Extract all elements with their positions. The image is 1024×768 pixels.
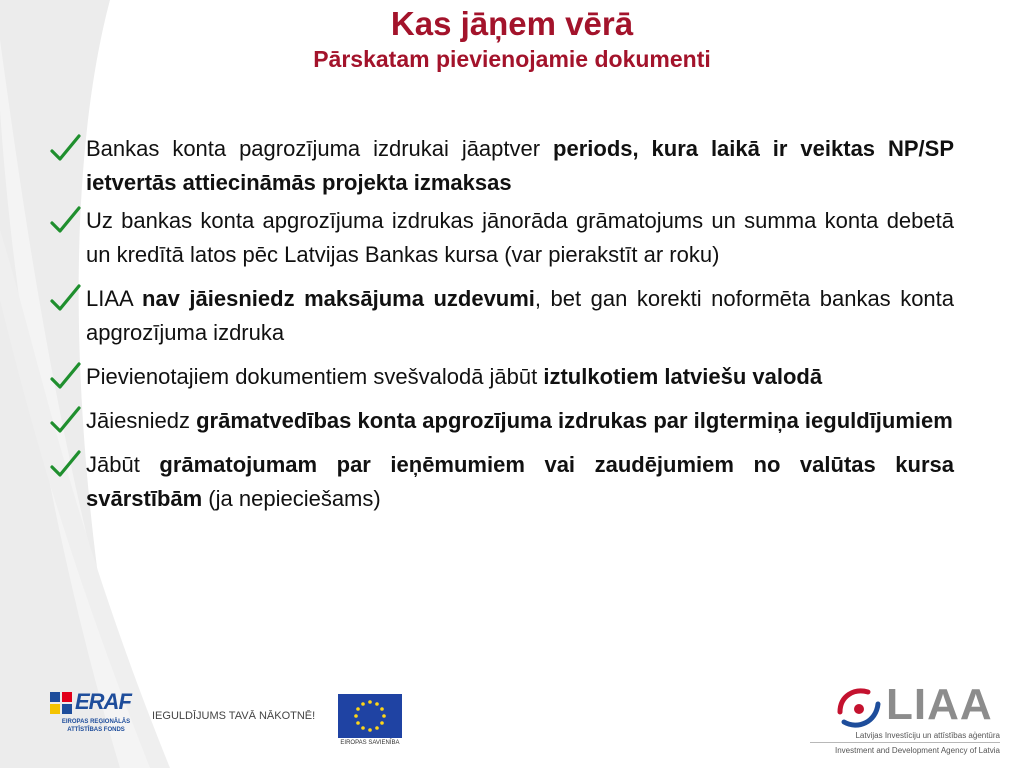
bullet-4-text: Pievienotajiem dokumentiem svešvalodā jābūt (86, 364, 544, 389)
bullet-list (48, 132, 954, 516)
bullet-item-2 (48, 204, 954, 272)
checkmark-icon (48, 204, 82, 238)
bullet-item-3 (48, 282, 954, 350)
bullet-5-bold: grāmatvedības konta apgrozījuma izdrukas par ilgtermiņa ieguldījumiem (196, 408, 953, 433)
liaa-mark-icon (832, 682, 884, 734)
page-title: Kas jāņem vērā (390, 5, 634, 42)
eraf-subtitle: EIROPAS REĢIONĀLĀS ATTĪSTĪBAS FONDS (61, 719, 131, 733)
eraf-logo-text: ERAF (75, 689, 131, 714)
bullet-2-text: Uz bankas konta apgrozījuma izdrukas jānorāda grāmatojums un summa konta debetā un kredītā latos pēc Latvijas Bankas kursa (var pierakstīt ar roku) (86, 208, 954, 267)
bullet-6-text: Jābūt (86, 452, 160, 477)
bullet-3-bold: nav jāiesniedz maksājuma uzdevumi (142, 286, 535, 311)
bullet-6-text-end: (ja nepieciešams) (202, 486, 381, 511)
bullet-1-text: Bankas konta pagrozījuma izdrukai jāaptver (86, 136, 554, 161)
eraf-mark-icon (48, 690, 74, 716)
bullet-item-6 (48, 448, 954, 516)
slogan: IEGULDĪJUMS TAVĀ NĀKOTNĒ! (152, 710, 316, 722)
checkmark-icon (48, 404, 82, 438)
bullet-3-text-end: , bet gan korekti noformēta bankas konta apgrozījuma izdruka (86, 286, 955, 345)
bullet-item-1 (48, 132, 954, 200)
liaa-logo (810, 680, 1000, 760)
checkmark-icon (48, 132, 82, 166)
title-block (0, 4, 1024, 74)
eu-logo (338, 694, 402, 748)
liaa-tagline-en: Investment and Development Agency of Latvia (835, 746, 1000, 755)
checkmark-icon (48, 360, 82, 394)
bullet-item-5 (48, 404, 954, 438)
liaa-tagline-lv: Latvijas Investīciju un attīstības aģentūra (810, 731, 1000, 743)
bullet-3-text: LIAA (86, 286, 142, 311)
bullet-1-bold: periods, kura laikā ir veiktas NP/SP ietvertās attiecināmās projekta izmaksas (86, 136, 954, 195)
checkmark-icon (48, 282, 82, 316)
eu-flag-icon (338, 694, 402, 738)
bullet-item-4 (48, 360, 954, 394)
bullet-6-bold: grāmatojumam par ieņēmumiem vai zaudējumiem no valūtas kursa svārstībām (86, 452, 954, 511)
bullet-4-bold: iztulkotiem latviešu valodā (543, 364, 823, 389)
eu-caption: EIROPAS SAVIENĪBA (340, 740, 400, 746)
checkmark-icon (48, 448, 82, 482)
bullet-5-text: Jāiesniedz (86, 408, 197, 433)
footer-logos (0, 680, 1024, 768)
page-subtitle: Pārskatam pievienojamie dokumenti (313, 46, 711, 72)
eraf-logo (48, 690, 144, 750)
liaa-logo-text: LIAA (886, 680, 993, 729)
